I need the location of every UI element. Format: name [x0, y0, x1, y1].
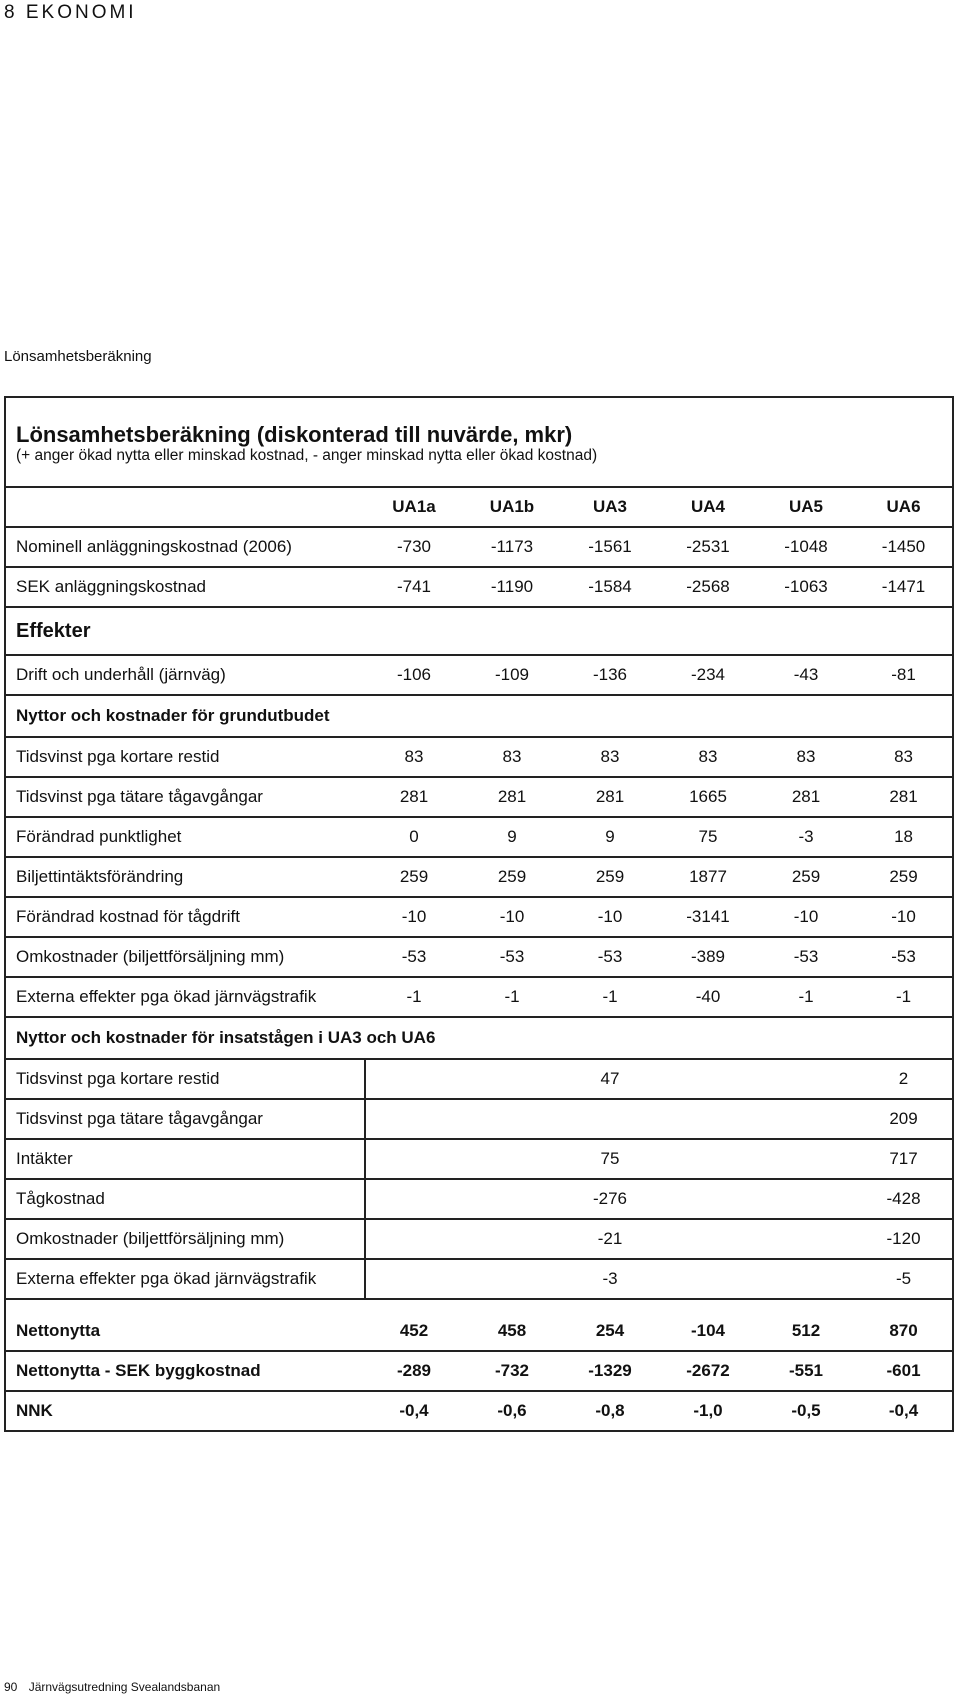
table-row	[5, 777, 953, 817]
document-title: Järnvägsutredning Svealandsbanan	[28, 1680, 221, 1694]
row-value-ua6: 2	[855, 1059, 953, 1099]
row-value: -53	[855, 937, 953, 977]
row-value: 512	[757, 1312, 855, 1351]
table-row	[5, 1099, 953, 1139]
row-value: 1665	[659, 777, 757, 817]
row-value: 83	[659, 737, 757, 777]
row-value: -10	[855, 897, 953, 937]
row-label: Externa effekter pga ökad järnvägstrafik	[5, 977, 365, 1017]
page-number: 90	[4, 1680, 18, 1694]
row-value: 83	[463, 737, 561, 777]
table-row	[5, 1179, 953, 1219]
profitability-table-wrapper	[4, 396, 954, 1432]
row-value: 281	[365, 777, 463, 817]
row-label: Externa effekter pga ökad järnvägstrafik	[5, 1259, 365, 1299]
row-value: -1471	[855, 567, 953, 607]
column-header-ua1a: UA1a	[365, 487, 463, 527]
table-row	[5, 1139, 953, 1179]
row-value: -3141	[659, 897, 757, 937]
row-value: -10	[463, 897, 561, 937]
empty-cell	[659, 1139, 855, 1179]
row-value-ua3: 75	[561, 1139, 659, 1179]
row-value: -10	[561, 897, 659, 937]
row-value: 83	[365, 737, 463, 777]
table-row	[5, 1259, 953, 1299]
table-row	[5, 1219, 953, 1259]
row-value: -2531	[659, 527, 757, 567]
row-value: -53	[365, 937, 463, 977]
row-value: -0,4	[855, 1391, 953, 1431]
table-row	[5, 527, 953, 567]
effects-heading-label: Effekter	[5, 607, 953, 655]
row-value: 458	[463, 1312, 561, 1351]
row-value: -0,6	[463, 1391, 561, 1431]
row-label: Tågkostnad	[5, 1179, 365, 1219]
effects-heading	[5, 607, 953, 655]
extra-heading	[5, 1017, 953, 1059]
empty-cell	[365, 1139, 561, 1179]
row-value: 281	[463, 777, 561, 817]
row-value-ua3: -3	[561, 1259, 659, 1299]
row-label: Nominell anläggningskostnad (2006)	[5, 527, 365, 567]
row-value: -732	[463, 1351, 561, 1391]
row-value: 9	[561, 817, 659, 857]
empty-cell	[365, 1099, 561, 1139]
row-value-ua3	[561, 1099, 659, 1139]
column-header-ua3: UA3	[561, 487, 659, 527]
empty-cell	[365, 1259, 561, 1299]
empty-cell	[659, 1059, 855, 1099]
row-value: -53	[757, 937, 855, 977]
row-value: -389	[659, 937, 757, 977]
table-row	[5, 1312, 953, 1351]
row-value: 83	[855, 737, 953, 777]
table-row	[5, 897, 953, 937]
row-value: -1063	[757, 567, 855, 607]
row-value-ua3: -21	[561, 1219, 659, 1259]
row-label: Drift och underhåll (järnväg)	[5, 655, 365, 695]
empty-cell	[365, 1179, 561, 1219]
table-row	[5, 817, 953, 857]
table-title-cell	[5, 397, 953, 487]
table-body	[5, 397, 953, 1431]
row-value: 259	[561, 857, 659, 897]
spacer-cell	[5, 1299, 953, 1312]
row-value: -10	[757, 897, 855, 937]
row-value: -601	[855, 1351, 953, 1391]
row-value: -1561	[561, 527, 659, 567]
row-value-ua6: -120	[855, 1219, 953, 1259]
row-value: 9	[463, 817, 561, 857]
row-label: Omkostnader (biljettförsäljning mm)	[5, 937, 365, 977]
row-value-ua6: -5	[855, 1259, 953, 1299]
table-row	[5, 567, 953, 607]
row-value: -730	[365, 527, 463, 567]
table-row	[5, 1391, 953, 1431]
row-label: Nettonytta - SEK byggkostnad	[5, 1351, 365, 1391]
empty-cell	[659, 1219, 855, 1259]
row-value: -1	[757, 977, 855, 1017]
row-value: -2568	[659, 567, 757, 607]
row-value: -1	[561, 977, 659, 1017]
row-value: 18	[855, 817, 953, 857]
row-value: 83	[757, 737, 855, 777]
column-header-ua6: UA6	[855, 487, 953, 527]
row-value: -0,4	[365, 1391, 463, 1431]
table-subtitle: (+ anger ökad nytta eller minskad kostnad, - anger minskad nytta eller ökad kostnad)	[16, 447, 598, 464]
row-value: 83	[561, 737, 659, 777]
row-label: Förändrad punktlighet	[5, 817, 365, 857]
row-label: Nettonytta	[5, 1312, 365, 1351]
row-value-ua6: -428	[855, 1179, 953, 1219]
base-heading-label: Nyttor och kostnader för grundutbudet	[5, 695, 953, 737]
table-title: Lönsamhetsberäkning (diskonterad till nuvärde, mkr)	[16, 422, 573, 447]
row-value: -136	[561, 655, 659, 695]
column-header-ua5: UA5	[757, 487, 855, 527]
page-footer	[4, 1680, 228, 1694]
row-value: -53	[561, 937, 659, 977]
row-value: 75	[659, 817, 757, 857]
row-value: -1	[855, 977, 953, 1017]
column-header-ua4: UA4	[659, 487, 757, 527]
row-value: 259	[757, 857, 855, 897]
header-blank-cell	[5, 487, 365, 527]
row-value: -10	[365, 897, 463, 937]
row-value-ua6: 717	[855, 1139, 953, 1179]
base-heading	[5, 695, 953, 737]
row-value: 452	[365, 1312, 463, 1351]
row-value: -104	[659, 1312, 757, 1351]
table-row	[5, 857, 953, 897]
spacer-row	[5, 1299, 953, 1312]
row-label: Intäkter	[5, 1139, 365, 1179]
row-label: Tidsvinst pga tätare tågavgångar	[5, 1099, 365, 1139]
row-value: 281	[757, 777, 855, 817]
column-header-row	[5, 487, 953, 527]
row-label: Omkostnader (biljettförsäljning mm)	[5, 1219, 365, 1259]
row-value: -53	[463, 937, 561, 977]
row-value-ua3: 47	[561, 1059, 659, 1099]
row-value: -0,5	[757, 1391, 855, 1431]
row-value: -1,0	[659, 1391, 757, 1431]
profitability-table	[4, 396, 954, 1432]
empty-cell	[659, 1259, 855, 1299]
row-value-ua6: 209	[855, 1099, 953, 1139]
row-value: 254	[561, 1312, 659, 1351]
row-value: -40	[659, 977, 757, 1017]
row-value: 281	[561, 777, 659, 817]
row-value: -1048	[757, 527, 855, 567]
row-label: Tidsvinst pga kortare restid	[5, 737, 365, 777]
table-row	[5, 1351, 953, 1391]
chapter-heading: 8 EKONOMI	[4, 2, 137, 23]
row-value: -43	[757, 655, 855, 695]
row-label: SEK anläggningskostnad	[5, 567, 365, 607]
empty-cell	[365, 1219, 561, 1259]
row-value-ua3: -276	[561, 1179, 659, 1219]
table-row	[5, 655, 953, 695]
row-label: NNK	[5, 1391, 365, 1431]
table-row	[5, 977, 953, 1017]
row-value: -81	[855, 655, 953, 695]
row-value: 259	[365, 857, 463, 897]
row-label: Förändrad kostnad för tågdrift	[5, 897, 365, 937]
row-value: -1584	[561, 567, 659, 607]
row-value: -551	[757, 1351, 855, 1391]
row-value: -1	[365, 977, 463, 1017]
table-row	[5, 937, 953, 977]
row-value: 259	[855, 857, 953, 897]
empty-cell	[659, 1179, 855, 1219]
row-value: -109	[463, 655, 561, 695]
table-row	[5, 737, 953, 777]
table-row	[5, 1059, 953, 1099]
row-value: -1173	[463, 527, 561, 567]
row-value: -741	[365, 567, 463, 607]
row-value: -1	[463, 977, 561, 1017]
column-header-ua1b: UA1b	[463, 487, 561, 527]
row-value: -0,8	[561, 1391, 659, 1431]
empty-cell	[659, 1099, 855, 1139]
row-value: 281	[855, 777, 953, 817]
row-value: -1329	[561, 1351, 659, 1391]
row-value: 870	[855, 1312, 953, 1351]
row-value: -234	[659, 655, 757, 695]
row-value: 0	[365, 817, 463, 857]
row-value: -289	[365, 1351, 463, 1391]
extra-heading-label: Nyttor och kostnader för insatstågen i UA3 och UA6	[5, 1017, 953, 1059]
row-label: Biljettintäktsförändring	[5, 857, 365, 897]
empty-cell	[365, 1059, 561, 1099]
row-value: 259	[463, 857, 561, 897]
row-value: -1190	[463, 567, 561, 607]
table-title-row	[5, 397, 953, 487]
row-value: -106	[365, 655, 463, 695]
row-label: Tidsvinst pga kortare restid	[5, 1059, 365, 1099]
table-caption: Lönsamhetsberäkning	[4, 348, 152, 365]
row-value: -1450	[855, 527, 953, 567]
row-value: -2672	[659, 1351, 757, 1391]
row-label: Tidsvinst pga tätare tågavgångar	[5, 777, 365, 817]
row-value: -3	[757, 817, 855, 857]
row-value: 1877	[659, 857, 757, 897]
